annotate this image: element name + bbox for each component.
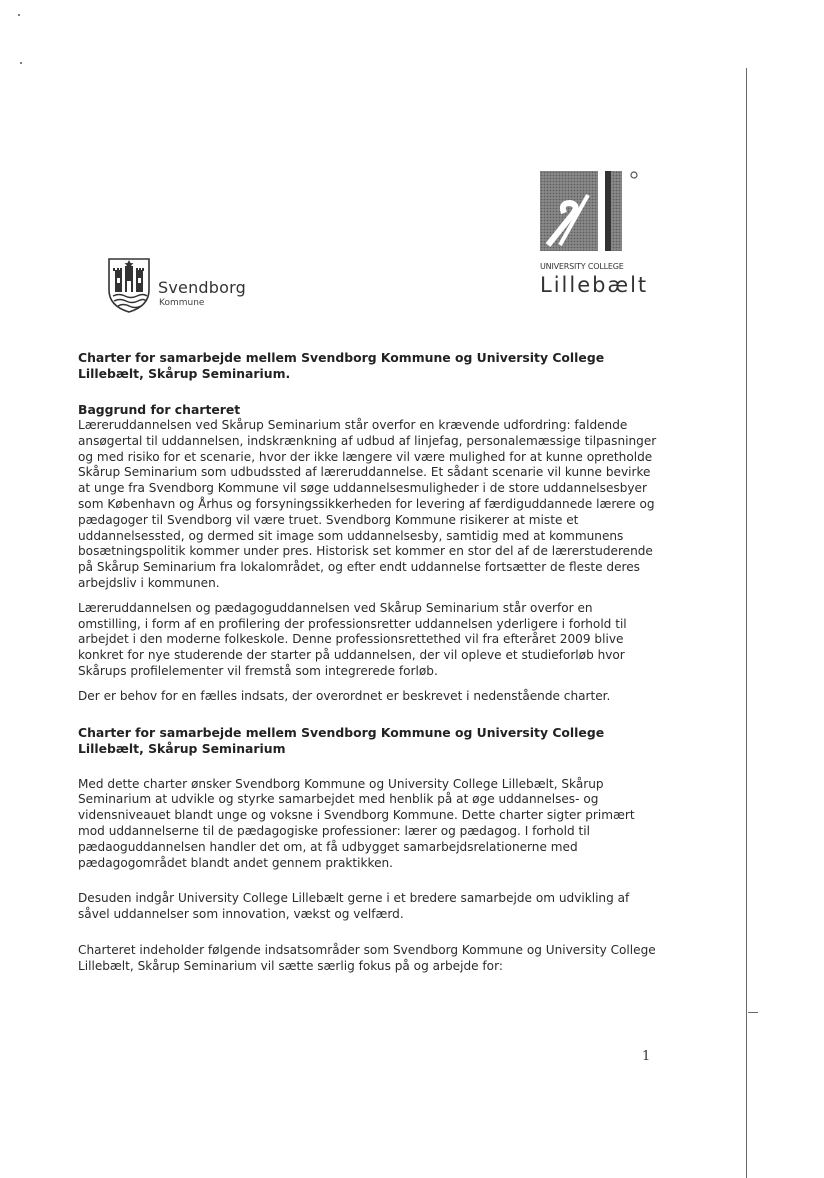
paragraph: Charteret indeholder følgende indsatsområder som Svendborg Kommune og University College Lillebælt, Skårup Seminarium vil sætte særlig fokus på og arbejde for:: [78, 942, 656, 973]
svendborg-sub: Kommune: [159, 298, 205, 308]
scan-edge-line: [746, 68, 747, 1178]
svendborg-crest-icon: [106, 256, 152, 314]
svendborg-logo: [106, 256, 246, 316]
paragraph: Desuden indgår University College Lillebælt gerne i et bredere samarbejde om udvikling af såvel uddannelser som innovation, vækst og velfærd.: [78, 891, 630, 922]
svendborg-name: Svendborg: [158, 278, 246, 297]
paragraph: Læreruddannelsen og pædagoguddannelsen ved Skårup Seminarium står overfor en omstilling, i form af en profilering der professionsretter uddannelsen yderligere i forhold til arbejdet i den moderne folkeskole. Denne professionsrettethed vil fra efteråret 2009 blive konkret for nye studerende der starter på uddannelsen, der vil opleve et studieforløb hvor Skårups profilelementer vil fremstå som integrerede forløb.: [78, 600, 627, 678]
paragraph: Læreruddannelsen ved Skårup Seminarium står overfor en krævende udfordring: faldende ansøgertal til uddannelsen, indskrænkning af udbud af linjefag, personalemæssige tilpasninger og med risiko for et scenarie, hvor der ikke længere vil være mulighed for at kunne opretholde Skårup Seminarium som udbudssted af læreruddannelse. Et sådant scenarie vil kunne bevirke at unge fra Svendborg Kommune vil søge uddannelsesmuligheder i de store uddannelsesbyer som København og Århus og forsyningssikkerheden for levering af færdiguddannede lærere og pædagoger til Svendborg vil være truet. Svendborg Kommune risikerer at miste et uddannelsessted, og dermed sit image som uddannelsesby, samtidig med at kommunens bosætningspolitik kommer under pres. Historisk set kommer en stor del af de lærerstuderende på Skårup Seminarium fra lokalområdet, og efter endt uddannelse fortsætter de fleste deres arbejdsliv i kommunen.: [78, 418, 657, 590]
section-title-background: Baggrund for charteret: [78, 402, 241, 417]
scan-speck: [20, 62, 22, 64]
paragraph: Med dette charter ønsker Svendborg Kommune og University College Lillebælt, Skårup Seminarium at udvikle og styrke samarbejdet med henblik på at øge uddannelses- og vidensniveauet blandt unge og voksne i Svendborg Kommune. Dette charter sigter primært mod uddannelserne til de pædagogiske professioner: lærer og pædagog. I forhold til pædaoguddannelsen handler det om, at få udbygget samarbejdsrelationerne med pædagogområdet blandt andet gennem praktikken.: [78, 776, 635, 870]
ucl-line2: Lillebælt: [540, 273, 649, 297]
scan-speck: [18, 14, 20, 16]
document-heading: Charter for samarbejde mellem Svendborg Kommune og University College Lillebælt, Skårup Seminarium.: [78, 350, 605, 381]
ucl-mark-icon: [540, 165, 640, 257]
section-title-charter: Charter for samarbejde mellem Svendborg Kommune og University College Lillebælt, Skårup Seminarium: [78, 724, 605, 756]
page-number: 1: [642, 1049, 651, 1064]
ucl-logo: [530, 165, 650, 300]
ucl-line1: UNIVERSITY COLLEGE: [540, 262, 624, 271]
document-body: [78, 350, 658, 975]
paragraph: Der er behov for en fælles indsats, der overordnet er beskrevet i nedenstående charter.: [78, 688, 611, 703]
scan-edge-tick: [748, 1012, 758, 1013]
